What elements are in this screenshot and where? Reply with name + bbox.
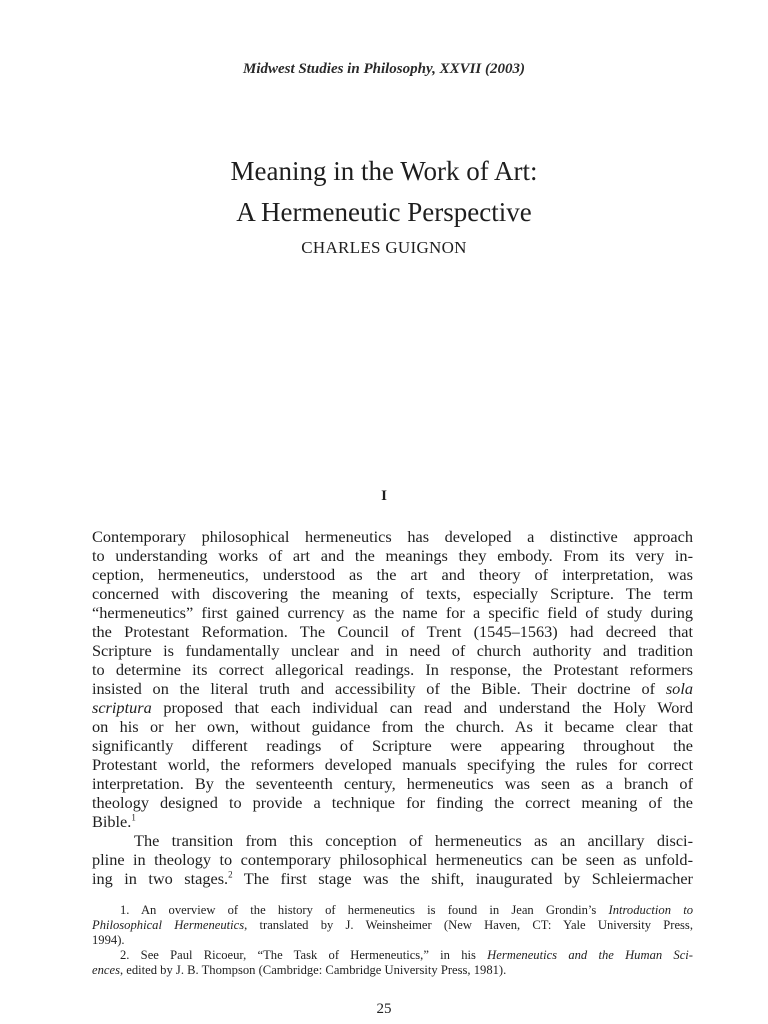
- body-line: to determine its correct allegorical readings. In response, the Protestant reformers: [92, 660, 693, 679]
- body-line: to understanding works of art and the meanings they embody. From its very in-: [92, 546, 693, 565]
- page-number: 25: [376, 1001, 392, 1017]
- italic-term: scriptura: [92, 698, 152, 717]
- footnote-italic: Hermeneutics and the Human Sci-: [487, 948, 693, 962]
- body-line: [92, 812, 693, 831]
- article-title-line-2: A Hermeneutic Perspective: [236, 197, 532, 227]
- body-line: The transition from this conception of hermeneutics as an ancillary disci-: [134, 831, 693, 850]
- body-line: theology designed to provide a technique for finding the correct meaning of the: [92, 793, 693, 812]
- body-line: concerned with discovering the meaning of texts, especially Scripture. The term: [92, 584, 693, 603]
- italic-term: sola: [665, 679, 693, 698]
- body-text: ing in two stages.: [92, 869, 229, 888]
- body-line: ception, hermeneutics, understood as the art and theory of interpretation, was: [92, 565, 693, 584]
- body-text: Bible.: [92, 812, 132, 831]
- footnote-ref-2[interactable]: 2: [228, 869, 233, 880]
- author-name: CHARLES GUIGNON: [301, 238, 467, 257]
- footnote-text: 1. An overview of the history of hermeneutics is found in Jean Grondin’s: [120, 903, 609, 917]
- footnote-ref-1[interactable]: 1: [131, 812, 136, 823]
- footnote-italic: Introduction to: [608, 903, 693, 917]
- footnote-text: , translated by J. Weinsheimer (New Haven, CT: Yale University Press,: [244, 918, 693, 932]
- body-line: significantly different readings of Scripture were appearing throughout the: [92, 736, 693, 755]
- section-numeral: I: [381, 488, 387, 504]
- body-line: Scripture is fundamentally unclear and in need of church authority and tradition: [92, 641, 693, 660]
- body-text: proposed that each individual can read and understand the Holy Word: [151, 698, 693, 717]
- article-title-line-1: Meaning in the Work of Art:: [230, 156, 538, 186]
- body-line: [92, 869, 693, 888]
- footnote-2-line: [92, 963, 693, 978]
- footnote-text: , edited by J. B. Thompson (Cambridge: Cambridge University Press, 1981).: [119, 963, 507, 977]
- body-line: [92, 698, 693, 717]
- footnote-1-line: [92, 918, 693, 933]
- footnote-1-line: 1994).: [92, 933, 125, 947]
- footnote-italic: ences: [92, 963, 120, 977]
- body-line: on his or her own, without guidance from the church. As it became clear that: [92, 717, 693, 736]
- body-line: Protestant world, the reformers developed manuals specifying the rules for correct: [92, 755, 693, 774]
- body-line: “hermeneutics” first gained currency as the name for a specific field of study during: [92, 603, 693, 622]
- footnote-italic: Philosophical Hermeneutics: [92, 918, 245, 932]
- footnote-2-line: [120, 948, 693, 963]
- body-line: pline in theology to contemporary philosophical hermeneutics can be seen as unfold-: [92, 850, 693, 869]
- body-line: the Protestant Reformation. The Council of Trent (1545–1563) had decreed that: [92, 622, 693, 641]
- body-line: [92, 679, 693, 698]
- footnote-text: 2. See Paul Ricoeur, “The Task of Hermeneutics,” in his: [120, 948, 488, 962]
- journal-header: Midwest Studies in Philosophy, XXVII (2003): [243, 61, 525, 77]
- body-text: The first stage was the shift, inaugurated by Schleiermacher: [232, 869, 693, 888]
- body-line: interpretation. By the seventeenth century, hermeneutics was seen as a branch of: [92, 774, 693, 793]
- footnote-1-line: [120, 903, 693, 918]
- body-text: insisted on the literal truth and accessibility of the Bible. Their doctrine of: [92, 679, 666, 698]
- body-line: Contemporary philosophical hermeneutics has developed a distinctive approach: [92, 527, 693, 546]
